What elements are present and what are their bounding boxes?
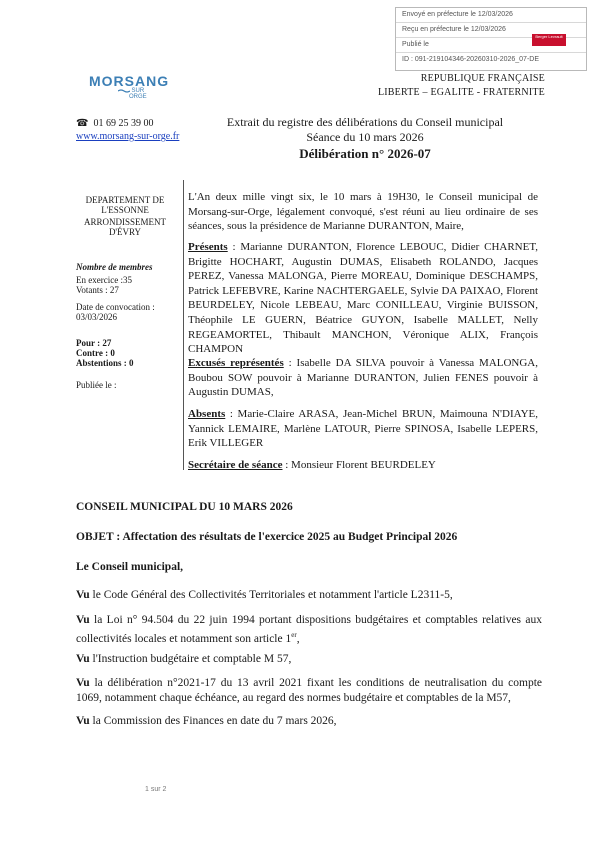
website-line: [76, 131, 179, 142]
deliberation-number: Délibération n° 2026-07: [299, 146, 431, 161]
vu-4: Vu la délibération n°2021-17 du 13 avril 2021 fixant les conditions de neutralisation du compte 1069, notamment chaque échéance, au regard des normes budgétaire et comptables de la M57,: [76, 677, 542, 704]
register-title: Extrait du registre des délibérations du Conseil municipal: [226, 115, 504, 129]
session-intro: L'An deux mille vingt six, le 10 mars à 19H30, le Conseil municipal de Morsang-sur-Orge, légalement convoqué, s'est réuni au lieu ordinaire de ses séances, sous la présidence de Marianne DURANTON, Maire,: [188, 191, 538, 233]
le-conseil: Le Conseil municipal,: [76, 561, 184, 573]
vu-2: Vu la Loi n° 94.504 du 22 juin 1994 portant dispositions budgétaires et comptables relatives aux collectivités locales et notamment son article 1er,: [76, 614, 542, 645]
column-separator: [183, 180, 184, 470]
republic-title: REPUBLIQUE FRANÇAISE: [420, 73, 545, 84]
session-date: Séance du 10 mars 2026: [306, 130, 424, 144]
vu-1: Vu le Code Général des Collectivités Territoriales et notamment l'article L2311-5,: [76, 589, 453, 601]
convocation: Date de convocation : 03/03/2026: [76, 302, 155, 322]
absents-section: Absents : Marie-Claire ARASA, Jean-Michel BRUN, Maimouna N'DIAYE, Yannick LEMAIRE, Marlène LATOUR, Pierre SPINOSA, Isabelle LEPERS, Erik VILLEGER: [188, 408, 538, 450]
department: DEPARTEMENT DE L'ESSONNE ARRONDISSEMENT D'ÉVRY: [83, 195, 166, 237]
council-title: CONSEIL MUNICIPAL DU 10 MARS 2026: [76, 501, 293, 513]
published-label: Publiée le :: [76, 380, 117, 390]
objet-line: OBJET : Affectation des résultats de l'exercice 2025 au Budget Principal 2026: [76, 531, 458, 543]
prefecture-stamp: [395, 7, 587, 71]
vote-results: Pour : 27 Contre : 0 Abstentions : 0: [76, 338, 134, 368]
stamp-received: Reçu en préfecture le 12/03/2026: [402, 26, 506, 33]
stamp-published: Publié le: [402, 41, 429, 48]
logo-subtitle: SUR ORGE: [129, 88, 147, 100]
excused-section: Excusés représentés : Isabelle DA SILVA pouvoir à Vanessa MALONGA, Boubou SOW pouvoir à Marianne DURANTON, Julien FENES pouvoir à Augustin DUMAS,: [188, 357, 539, 399]
phone-line: [76, 118, 153, 129]
vu-3: Vu l'Instruction budgétaire et comptable M 57,: [76, 653, 292, 665]
berger-levrault-logo: Berger Levrault: [532, 34, 566, 46]
stamp-id: ID : 091-219104346-20260310-2026_07-DE: [402, 56, 539, 63]
secretary-section: Secrétaire de séance : Monsieur Florent BEURDELEY: [188, 459, 436, 471]
stamp-sent: Envoyé en préfecture le 12/03/2026: [402, 11, 513, 18]
members-count: En exercice :35 Votants : 27: [76, 275, 132, 295]
phone-number: 01 69 25 39 00: [93, 118, 154, 129]
republic-motto: LIBERTE – EGALITE - FRATERNITE: [377, 87, 545, 98]
vu-5: Vu la Commission des Finances en date du 7 mars 2026,: [76, 715, 337, 727]
phone-icon: ☎: [76, 118, 89, 129]
members-title: Nombre de membres: [76, 262, 153, 272]
town-logo: MORSANG: [89, 73, 170, 89]
website-link[interactable]: www.morsang-sur-orge.fr: [76, 131, 180, 142]
page-number: 1 sur 2: [145, 786, 167, 793]
presents-section: Présents : Marianne DURANTON, Florence LEBOUC, Didier CHARNET, Brigitte HOCHART, Augustin DUMAS, Elisabeth ROLANDO, Jacques PEREZ, Vanessa MALONGA, Pierre MOREAU, Dominique DESCHAMPS, Patrick LEFEBVRE, Karine NACHTERGAELE, Sylvie DA PAIXAO, Florent BEURDELEY, Nicole LEBEAU, Marc CONILLEAU, Virginie BUISSON, Théophile LE GUERN, Béatrice GUYON, Isabelle MALLET, Nelly REGEAMORTEL, Thibault MANCHON, Véronique ALIX, François CHAMPON: [188, 241, 538, 356]
